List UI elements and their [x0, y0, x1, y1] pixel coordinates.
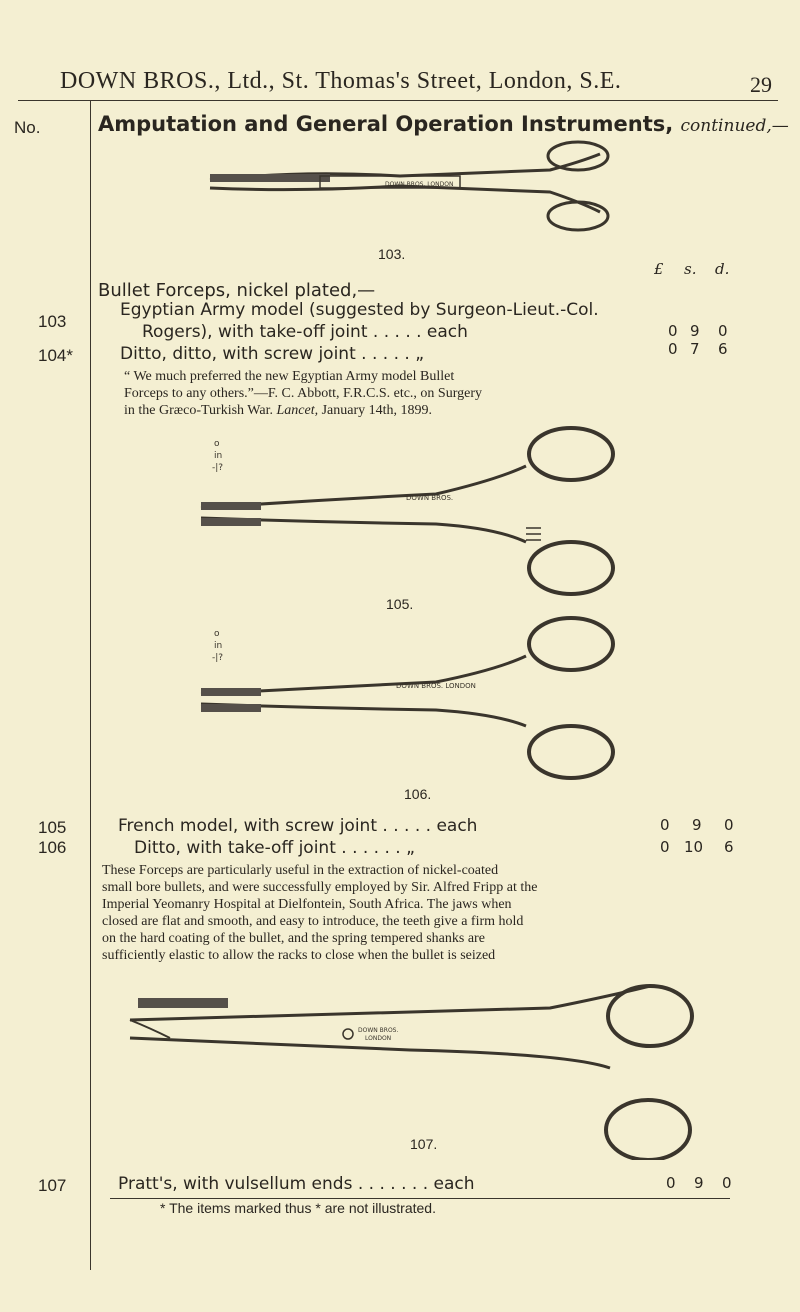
item-104-price-pounds: 0	[668, 340, 678, 358]
number-column-divider	[90, 100, 91, 1270]
item-106-price-pence: 6	[724, 838, 734, 856]
vulsellum-forceps-illustration-107	[110, 980, 710, 1160]
fig105-engraving: DOWN BROS.	[406, 494, 454, 502]
section-title-text: Amputation and General Operation Instruments,	[98, 112, 674, 136]
description-line-5: on the hard coating of the bullet, and the spring tempered shanks are	[102, 931, 485, 946]
item-106-price-shillings: 10	[684, 838, 704, 856]
figure-caption-103: 103.	[378, 246, 406, 262]
item-103-price-shillings: 9	[690, 322, 700, 340]
bullet-forceps-illustration-105	[196, 418, 656, 618]
svg-text:-|?: -|?	[212, 463, 224, 473]
item-103-price-pounds: 0	[668, 322, 678, 340]
description-line-6: sufficiently elastic to allow the racks to close when the bullet is seized	[102, 948, 496, 963]
item-106-line1: Ditto, with take-off joint . . . . . . „	[134, 838, 415, 858]
item-104-price-shillings: 7	[690, 340, 700, 358]
page-number: 29	[750, 72, 772, 97]
item-106-price-pounds: 0	[660, 838, 670, 856]
item-105-line1: French model, with screw joint . . . . . each	[118, 816, 478, 836]
item-number-103: 103	[38, 312, 67, 331]
svg-text:o: o	[214, 439, 220, 449]
footnote: * The items marked thus * are not illustrated.	[160, 1200, 436, 1216]
quote-line3-pre: in the Græco-Turkish War.	[124, 403, 273, 418]
item-number-107: 107	[38, 1176, 67, 1195]
section-title	[98, 112, 789, 136]
quote-source: Lancet,	[276, 403, 319, 418]
fig107-engraving-2: LONDON	[365, 1035, 392, 1042]
bullet-forceps-illustration-103	[200, 140, 620, 260]
svg-text:o: o	[214, 629, 220, 639]
description-line-4: closed are flat and smooth, and easy to introduce, the teeth give a firm hold	[102, 914, 524, 929]
currency-pence-header: d.	[715, 260, 730, 278]
figure-caption-107: 107.	[410, 1136, 438, 1152]
fig106-engraving: DOWN BROS. LONDON	[396, 682, 476, 690]
description-line-3: Imperial Yeomanry Hospital at Dielfontein, South Africa. The jaws when	[102, 897, 512, 912]
currency-pounds-header: £	[654, 260, 664, 278]
item-105-price-pence: 0	[724, 816, 734, 834]
page-header: DOWN BROS., Ltd., St. Thomas's Street, London, S.E.	[60, 68, 622, 94]
figure-caption-106: 106.	[404, 786, 432, 802]
item-number-104: 104*	[38, 346, 73, 365]
quote-line3	[124, 402, 432, 419]
fig103-engraving: DOWN BROS. LONDON	[385, 181, 454, 188]
item-104-price-pence: 6	[718, 340, 728, 358]
description-line-2: small bore bullets, and were successfully employed by Sir. Alfred Fripp at the	[102, 880, 538, 895]
item-103-line1: Egyptian Army model (suggested by Surgeon-Lieut.-Col.	[120, 300, 599, 320]
quote-line2: Forceps to any others.”—F. C. Abbott, F.R.C.S. etc., on Surgery	[124, 386, 482, 401]
fig107-engraving-1: DOWN BROS.	[358, 1027, 399, 1034]
quote-line3-post: January 14th, 1899.	[321, 403, 433, 418]
svg-text:in: in	[214, 451, 223, 461]
item-103-price-pence: 0	[718, 322, 728, 340]
item-number-106: 106	[38, 838, 67, 857]
section-title-suffix: continued,—	[680, 116, 789, 136]
item-103-line2: Rogers), with take-off joint . . . . . each	[142, 322, 468, 342]
item-number-105: 105	[38, 818, 67, 837]
item-107-line1: Pratt's, with vulsellum ends . . . . . . . each	[118, 1174, 475, 1194]
item-107-price-shillings: 9	[694, 1174, 704, 1192]
item-104-line1: Ditto, ditto, with screw joint . . . . . „	[120, 344, 424, 364]
description-line-1: These Forceps are particularly useful in the extraction of nickel-coated	[102, 863, 499, 878]
item-107-price-pounds: 0	[666, 1174, 676, 1192]
footer-rule	[110, 1198, 730, 1199]
quote-line1: “ We much preferred the new Egyptian Army model Bullet	[124, 369, 455, 384]
figure-caption-105: 105.	[386, 596, 414, 612]
group-heading: Bullet Forceps, nickel plated,—	[98, 280, 376, 301]
currency-shillings-header: s.	[684, 260, 697, 278]
number-column-header: No.	[14, 118, 41, 137]
bullet-forceps-illustration-106	[196, 612, 656, 792]
item-107-price-pence: 0	[722, 1174, 732, 1192]
svg-text:in: in	[214, 641, 223, 651]
item-105-price-shillings: 9	[692, 816, 702, 834]
svg-text:-|?: -|?	[212, 653, 224, 663]
header-rule	[18, 100, 778, 101]
item-105-price-pounds: 0	[660, 816, 670, 834]
